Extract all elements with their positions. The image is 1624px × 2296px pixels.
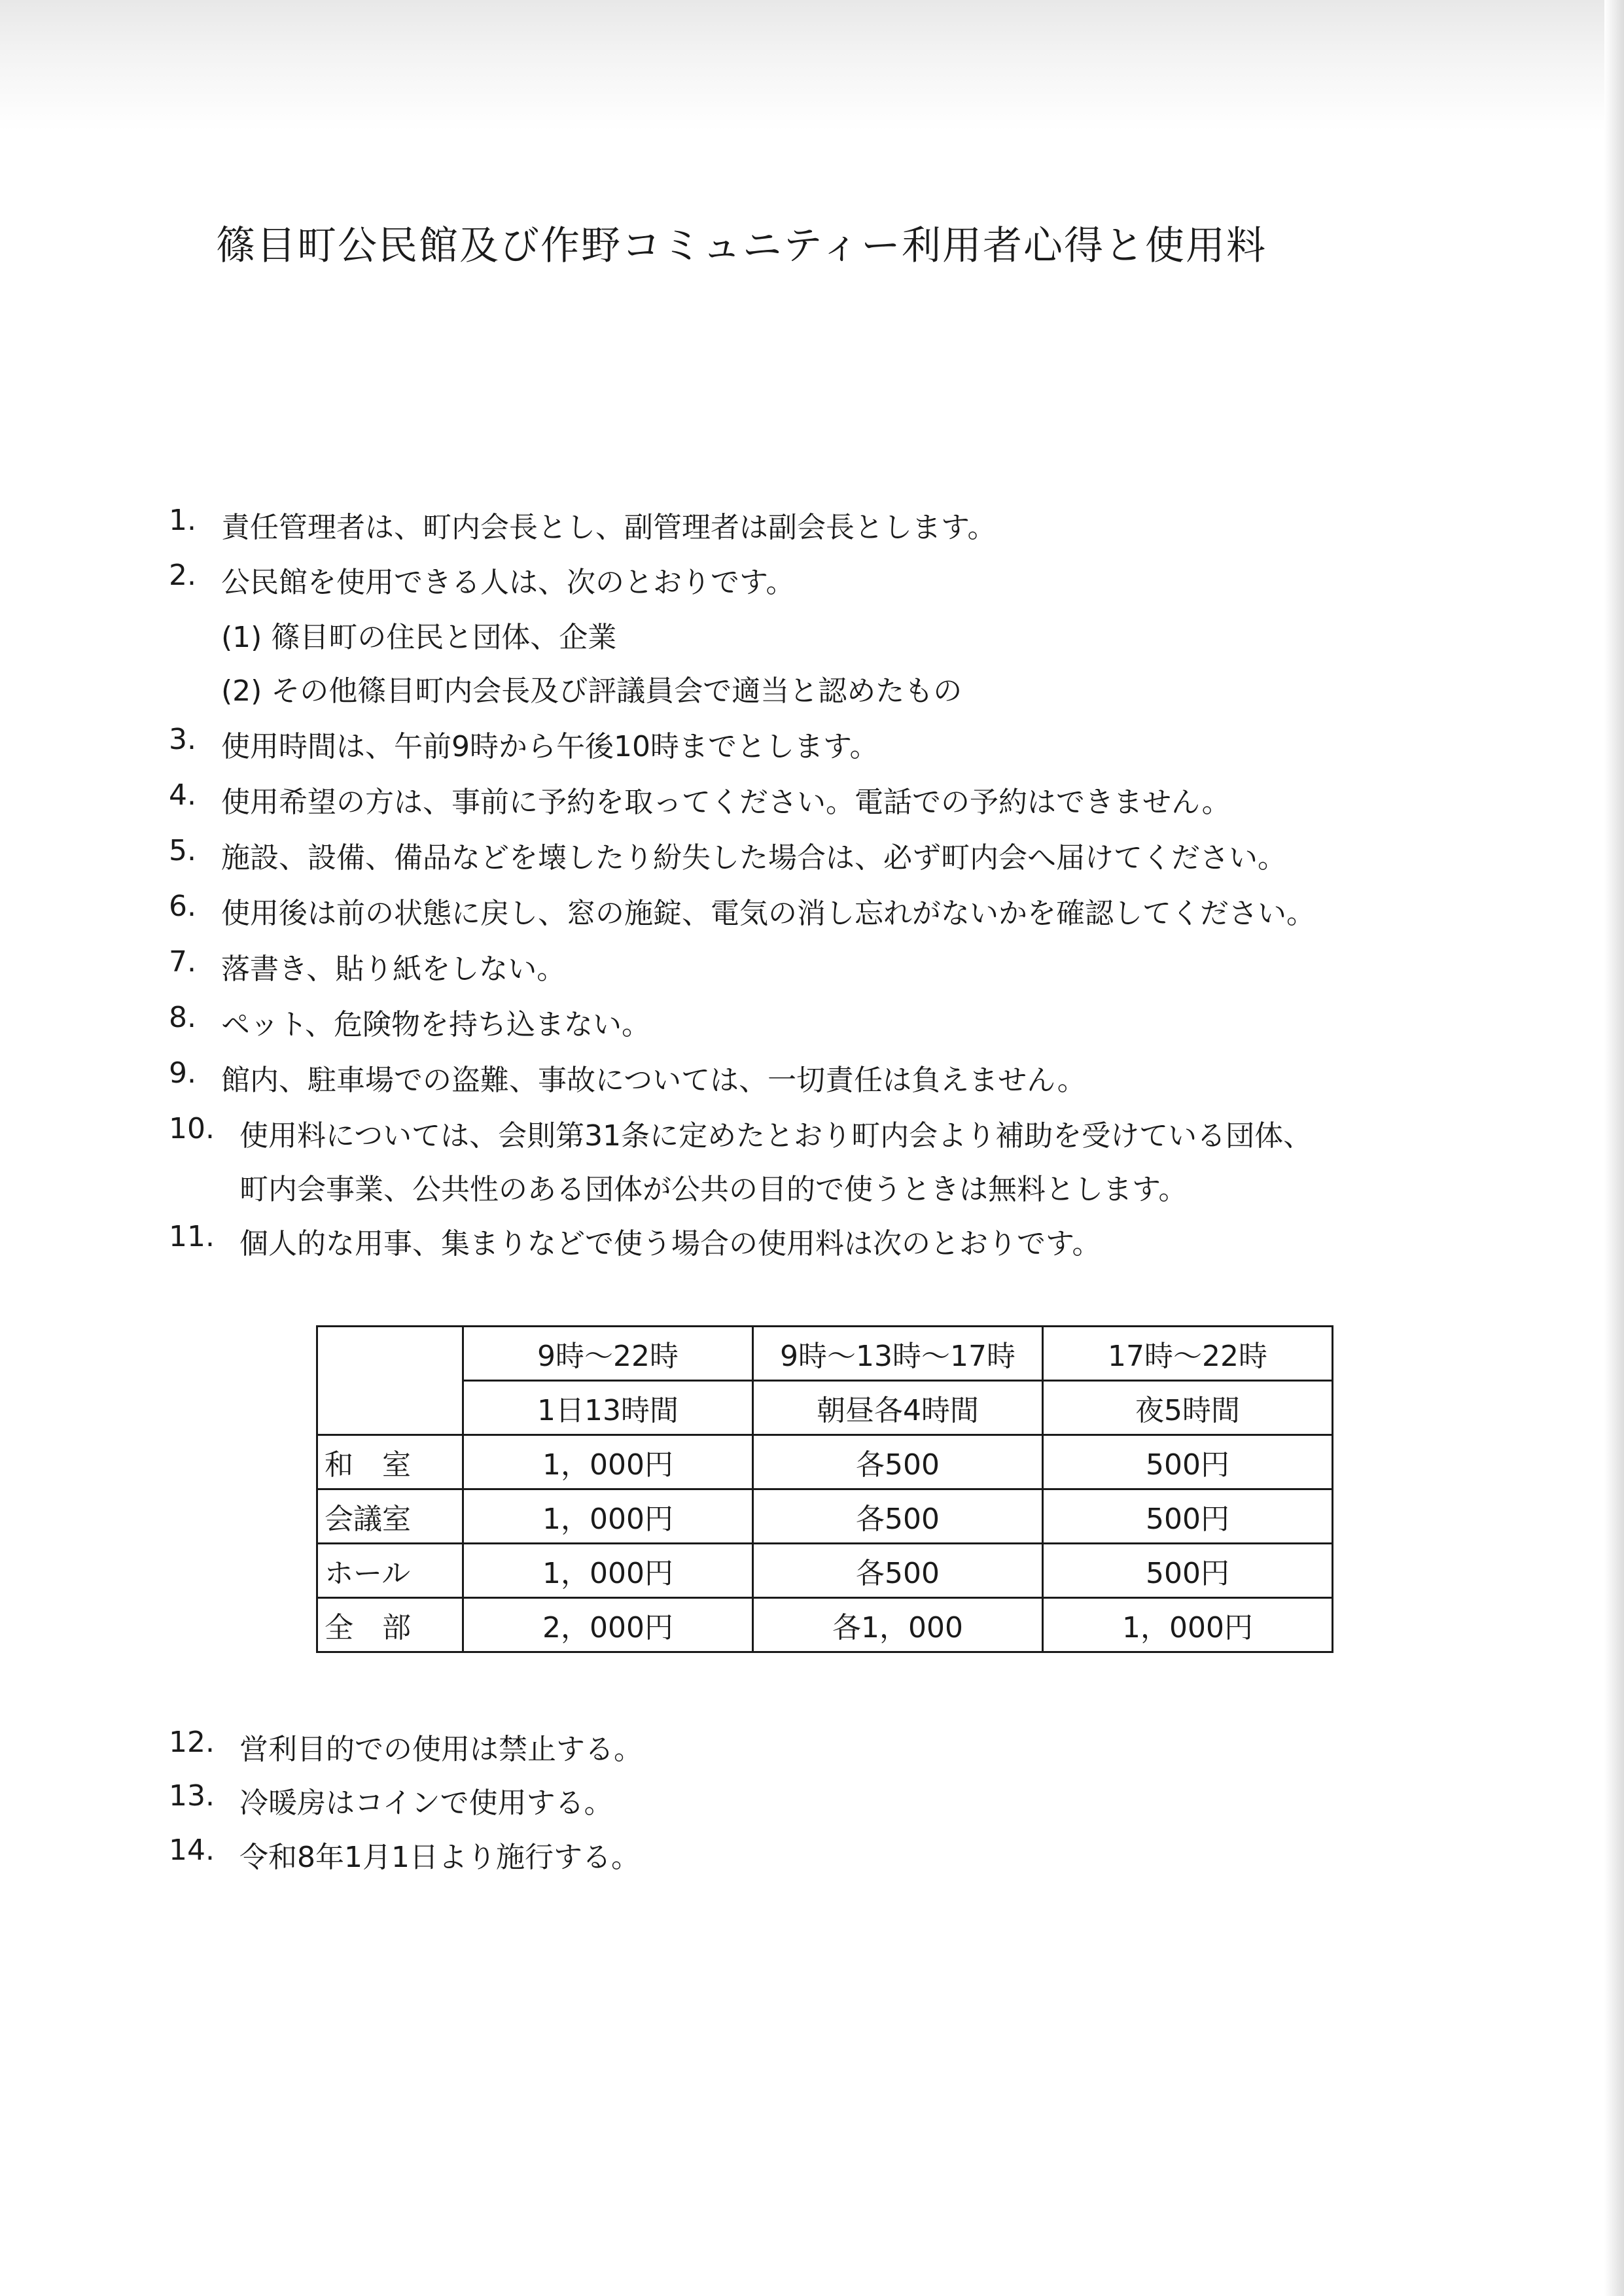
rule-item bbox=[169, 1056, 1086, 1098]
table-row bbox=[317, 1544, 1333, 1598]
rule-number: 6. bbox=[169, 890, 196, 923]
rule-text: 個人的な用事、集まりなどで使う場合の使用料は次のとおりです。 bbox=[239, 1227, 1101, 1261]
rule-item bbox=[169, 778, 1231, 820]
rule-text: 落書き、貼り紙をしない。 bbox=[221, 952, 566, 986]
table-row-label: 会議室 bbox=[317, 1489, 463, 1544]
rule-text: 施設、設備、備品などを壊したり紛失した場合は、必ず町内会へ届けてください。 bbox=[221, 841, 1286, 875]
rule-item bbox=[169, 945, 565, 987]
table-cell: 1，000円 bbox=[463, 1435, 753, 1489]
rule-text: 使用希望の方は、事前に予約を取ってください。電話での予約はできません。 bbox=[221, 786, 1231, 819]
scan-shadow bbox=[0, 0, 1624, 131]
rule-text: 館内、駐車場での盗難、事故については、一切責任は負えません。 bbox=[221, 1064, 1086, 1097]
rule-number: 5. bbox=[169, 834, 196, 867]
rule-item bbox=[169, 1112, 1312, 1154]
rule-number: 10. bbox=[169, 1112, 215, 1145]
rule-item bbox=[169, 1726, 643, 1767]
rule-item bbox=[169, 834, 1286, 876]
rule-text: 使用後は前の状態に戻し、窓の施錠、電気の消し忘れがないかを確認してください。 bbox=[221, 897, 1315, 930]
rule-number: 11. bbox=[169, 1220, 215, 1253]
table-header-cell: 9時～22時 bbox=[463, 1327, 753, 1381]
table-corner-cell bbox=[317, 1327, 463, 1435]
table-cell: 各500 bbox=[753, 1544, 1043, 1598]
table-cell: 1，000円 bbox=[463, 1544, 753, 1598]
table-cell: 1，000円 bbox=[463, 1489, 753, 1544]
table-row-label: 全 部 bbox=[317, 1598, 463, 1652]
table-header-cell: 朝昼各4時間 bbox=[753, 1381, 1043, 1435]
table-row bbox=[317, 1598, 1333, 1652]
rule-text: 使用時間は、午前9時から午後10時までとします。 bbox=[221, 730, 879, 763]
rule-item bbox=[169, 559, 794, 600]
table-cell: 500円 bbox=[1043, 1544, 1333, 1598]
rule-text: 責任管理者は、町内会長とし、副管理者は副会長とします。 bbox=[221, 511, 997, 544]
rule-item bbox=[169, 1001, 650, 1043]
table-cell: 500円 bbox=[1043, 1489, 1333, 1544]
rule-number: 1. bbox=[169, 504, 196, 537]
rule-item bbox=[169, 890, 1315, 931]
page-title: 篠目町公民館及び作野コミュニティー利用者心得と使用料 bbox=[216, 223, 1267, 269]
rule-sub-item: (1) 篠目町の住民と団体、企業 bbox=[221, 621, 617, 654]
table-row bbox=[317, 1489, 1333, 1544]
rule-text: 営利目的での使用は禁止する。 bbox=[239, 1733, 643, 1766]
rule-item bbox=[169, 1779, 613, 1821]
rule-number: 8. bbox=[169, 1001, 196, 1034]
table-header-cell: 夜5時間 bbox=[1043, 1381, 1333, 1435]
table-header-cell: 9時～13時～17時 bbox=[753, 1327, 1043, 1381]
rule-number: 2. bbox=[169, 559, 196, 592]
table-cell: 各1，000 bbox=[753, 1598, 1043, 1652]
rule-item bbox=[169, 504, 996, 546]
table-cell: 1，000円 bbox=[1043, 1598, 1333, 1652]
page-edge bbox=[1604, 0, 1624, 2296]
table-cell: 各500 bbox=[753, 1435, 1043, 1489]
table-cell: 各500 bbox=[753, 1489, 1043, 1544]
table-row-label: ホール bbox=[317, 1544, 463, 1598]
rule-number: 3. bbox=[169, 723, 196, 756]
rule-text: 公民館を使用できる人は、次のとおりです。 bbox=[221, 566, 795, 599]
rule-text: 使用料については、会則第31条に定めたとおり町内会より補助を受けている団体、 bbox=[239, 1119, 1313, 1153]
rule-text: ペット、危険物を持ち込まない。 bbox=[221, 1008, 651, 1041]
table-cell: 2，000円 bbox=[463, 1598, 753, 1652]
rule-number: 4. bbox=[169, 778, 196, 812]
table-header-cell: 1日13時間 bbox=[463, 1381, 753, 1435]
rule-number: 7. bbox=[169, 945, 196, 979]
rule-item bbox=[169, 723, 878, 765]
rule-text: 冷暖房はコインで使用する。 bbox=[239, 1786, 613, 1820]
rule-text-continuation: 町内会事業、公共性のある団体が公共の目的で使うときは無料とします。 bbox=[239, 1173, 1188, 1206]
table-header-row bbox=[317, 1327, 1333, 1381]
rule-text: 令和8年1月1日より施行する。 bbox=[239, 1841, 640, 1874]
table-row-label: 和 室 bbox=[317, 1435, 463, 1489]
rule-number: 14. bbox=[169, 1834, 215, 1867]
table-row bbox=[317, 1435, 1333, 1489]
rule-number: 12. bbox=[169, 1726, 215, 1759]
fee-table bbox=[316, 1325, 1333, 1653]
table-header-row bbox=[317, 1381, 1333, 1435]
rule-number: 13. bbox=[169, 1779, 215, 1813]
rule-item bbox=[169, 1834, 640, 1875]
rule-sub-item: (2) その他篠目町内会長及び評議員会で適当と認めたもの bbox=[221, 674, 962, 708]
rule-number: 9. bbox=[169, 1056, 196, 1090]
table-header-cell: 17時～22時 bbox=[1043, 1327, 1333, 1381]
table-cell: 500円 bbox=[1043, 1435, 1333, 1489]
rule-item bbox=[169, 1220, 1101, 1262]
